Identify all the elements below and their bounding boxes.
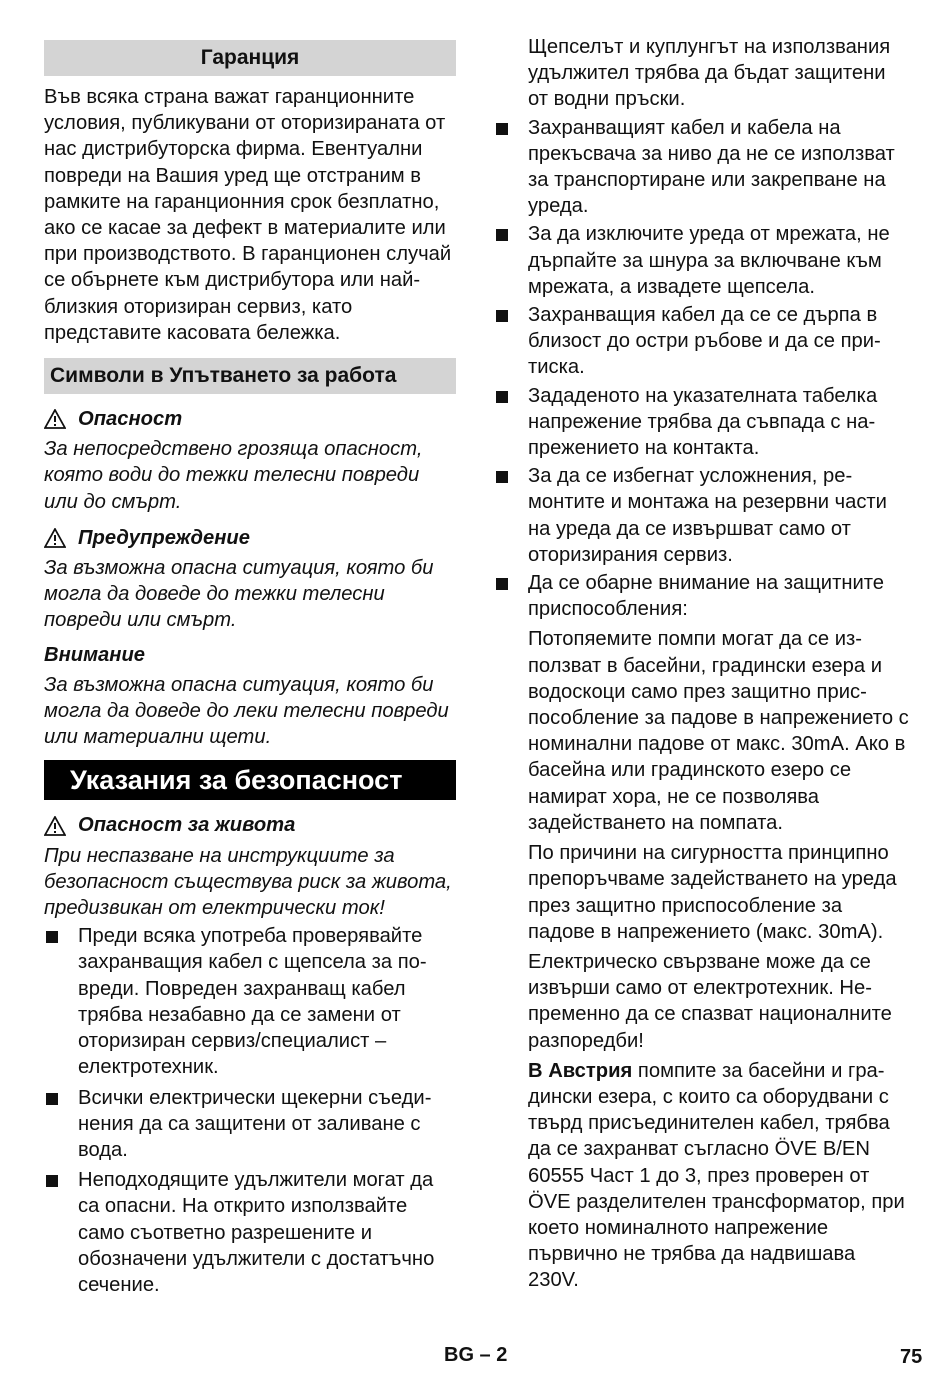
life-danger-title [44, 812, 456, 838]
bullet-square-icon [46, 1175, 58, 1187]
bullet-square-icon [496, 123, 508, 135]
bullet-square-icon [496, 578, 508, 590]
bullet-square-icon [496, 471, 508, 483]
electrical-connection-paragraph: Електрическо свързване може да се извърши само от електротехник. Непременно да се спазват националните разпоредби! [528, 950, 892, 1052]
list-item [44, 1167, 456, 1298]
danger-text: За непосредствено грозяща опасност, която води до тежки телесни повреди или до смърт. [44, 438, 423, 513]
warning-title-text: Предупреждение [78, 526, 250, 549]
bullet-square-icon [496, 391, 508, 403]
right-column [494, 34, 910, 1294]
list-item-text: Захранващият кабел и кабела на прекъсвача за ниво да не се използват за транспортиране или закрепване на уреда. [528, 116, 895, 218]
safety-heading: Указания за безопасност [44, 760, 456, 800]
list-item [494, 570, 910, 622]
warning-icon [44, 409, 66, 429]
list-item-text: За да изключите уреда от мрежата, не дърпайте за шнура за включване към мрежата, а извадете щепсела. [528, 223, 890, 298]
list-item-text: Неподходящите удължители могат да са опасни. На открито използвайте само съответно разрешените и обозначени удължители с достатъчно сечение. [78, 1169, 435, 1296]
warning-icon [44, 816, 66, 836]
danger-title [44, 406, 456, 432]
warning-title [44, 525, 456, 551]
bullet-square-icon [46, 931, 58, 943]
warranty-heading: Гаранция [44, 40, 456, 76]
austria-text: помпите за басейни и градински езера, с които са оборудвани с твърд присъединителен кабел, трябва да се захранват съгласно ÖVE B/EN 60555 Част 1 до 3, през проверен от ÖVE разделителен трансформатор, при което номиналното напрежение първично не трябва да надвишава 230V. [528, 1059, 905, 1292]
warning-icon [44, 528, 66, 548]
life-danger-title-text: Опасност за живота [78, 814, 296, 837]
pumps-paragraph: Потопяемите помпи могат да се използват в басейни, градински езера и водоскоци само през защитно приспособление за падове в напрежението с номинални падове от макс. 30mA. Ако в басейна или градинското езеро се намират хора, не се позволява задействането на помпата. [528, 628, 909, 834]
list-item-text: Да се обарне внимание на защитните приспособления: [528, 572, 884, 621]
warranty-text: Във всяка страна важат гаранционните условия, публикувани от оторизираната от нас дистрибуторска фирма. Евентуални повреди на Вашия уред ще отстраним в рамките на гаранционния срок безплатно, ако се касае за дефект в материалите или при производството. В гаранционен случай се обърнете към дистрибутора или най-близкия оторизиран сервиз, като представите касовата бележка. [44, 86, 452, 344]
symbols-heading: Символи в Упътването за работа [44, 358, 456, 394]
list-item [494, 383, 910, 462]
list-item [494, 115, 910, 220]
caution-title [44, 642, 456, 668]
page-number: 75 [900, 1346, 923, 1368]
bullet-square-icon [496, 229, 508, 241]
safety-reasons-paragraph: По причини на сигурността принципно препоръчваме задействането на уреда през защитно приспособление за падове в напрежението (макс. 30mA). [528, 842, 897, 943]
bullet-square-icon [46, 1093, 58, 1105]
caution-title-text: Внимание [44, 643, 146, 666]
warning-text: За възможна опасна ситуация, която би могла да доведе до тежки телесни повреди или смърт. [44, 557, 434, 632]
section-label: BG – 2 [444, 1344, 508, 1366]
list-item-text: Преди всяка употреба проверявайте захранващия кабел с щепсела за повреди. Повреден захранващ кабел трябва незабавно да се замени от оторизиран сервиз/специалист – електротехник. [78, 925, 427, 1079]
list-item [494, 463, 910, 568]
list-item-text: Всички електрически щекерни съединения да са защитени от заливане с вода. [78, 1086, 432, 1161]
austria-label: В Австрия [528, 1059, 633, 1082]
list-item [494, 302, 910, 381]
life-danger-text: При неспазване на инструкциите за безопасност съществува риск за живота, предизвикан от електрически ток! [44, 844, 452, 920]
left-column [44, 40, 456, 1298]
caution-text: За възможна опасна ситуация, която би могла да доведе до леки телесни повреди или материални щети. [44, 673, 449, 749]
list-item-text: Зададеното на указателната табелка напрежение трябва да съвпада с напрежението на контакта. [528, 384, 878, 460]
bullet-square-icon [496, 310, 508, 322]
list-item [44, 923, 456, 1080]
list-item [44, 1085, 456, 1164]
list-item-text: Захранващия кабел да се се дърпа в близост до остри ръбове и да се притиска. [528, 304, 881, 379]
list-item [494, 221, 910, 300]
austria-paragraph [494, 1058, 910, 1294]
continuation-text: Щепселът и куплунгът на използвания удължител трябва да бъдат защитени от водни пръски. [528, 36, 891, 111]
danger-title-text: Опасност [78, 408, 183, 431]
list-item-text: За да се избегнат усложнения, ремонтите и монтажа на резервни части на уреда да се извършват само от оторизирания сервиз. [528, 465, 887, 566]
